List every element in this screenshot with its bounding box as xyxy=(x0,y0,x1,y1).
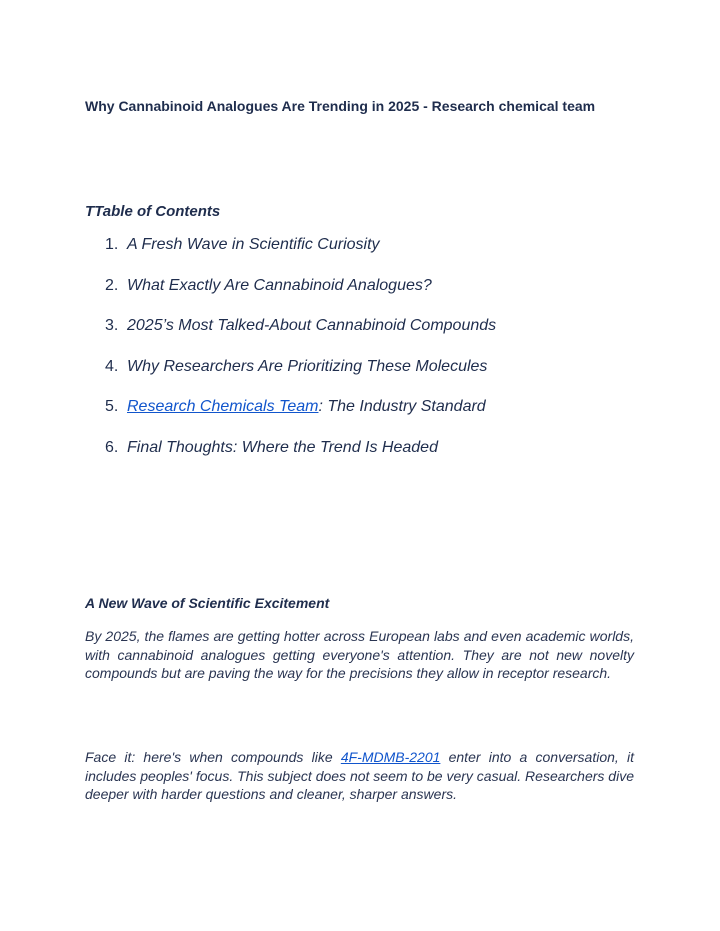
toc-heading: TTable of Contents xyxy=(85,203,221,220)
toc-item-number: 2. xyxy=(105,276,119,294)
compound-link-4f-mdmb-2201[interactable]: 4F-MDMB-2201 xyxy=(340,749,441,765)
toc-item-number: 5. xyxy=(105,398,119,415)
toc-item-number: 3. xyxy=(105,317,119,334)
toc-item-number: 6. xyxy=(105,438,119,456)
toc-item-1 xyxy=(85,236,645,277)
toc-item-label xyxy=(127,398,486,416)
toc-item-3 xyxy=(85,317,645,358)
table-of-contents xyxy=(85,236,645,479)
toc-item-6 xyxy=(85,439,645,480)
toc-item-2 xyxy=(85,277,645,318)
paragraph-text: Face it: here's when compounds like xyxy=(85,749,341,765)
toc-item-number: 1. xyxy=(105,236,119,253)
toc-item-label: Final Thoughts: Where the Trend Is Headed xyxy=(127,438,438,456)
research-chemicals-team-link[interactable]: Research Chemicals Team xyxy=(127,398,319,415)
toc-item-label: 2025’s Most Talked-About Cannabinoid Compounds xyxy=(127,317,497,334)
toc-item-4 xyxy=(85,358,645,399)
toc-item-suffix: : The Industry Standard xyxy=(318,398,486,415)
body-paragraph-1: By 2025, the flames are getting hotter across European labs and even academic worlds, with cannabinoid analogues getting everyone's attention. They are not new novelty compounds but are paving the way for the precisions they allow in receptor research. xyxy=(85,628,634,682)
toc-item-label: A Fresh Wave in Scientific Curiosity xyxy=(127,236,380,253)
body-paragraph-2 xyxy=(85,748,634,804)
toc-item-5 xyxy=(85,398,645,439)
toc-item-label: Why Researchers Are Prioritizing These Molecules xyxy=(127,357,488,375)
toc-item-number: 4. xyxy=(105,357,119,375)
section-heading: A New Wave of Scientific Excitement xyxy=(85,595,330,611)
toc-item-label: What Exactly Are Cannabinoid Analogues? xyxy=(127,276,432,294)
document-title: Why Cannabinoid Analogues Are Trending in 2025 - Research chemical team xyxy=(85,98,596,114)
paragraph-text: enter into a conversation, it includes peoples' focus. This subject does not seem to be very casual. Researchers dive deeper with harder questions and cleaner, sharper answers. xyxy=(85,749,634,803)
